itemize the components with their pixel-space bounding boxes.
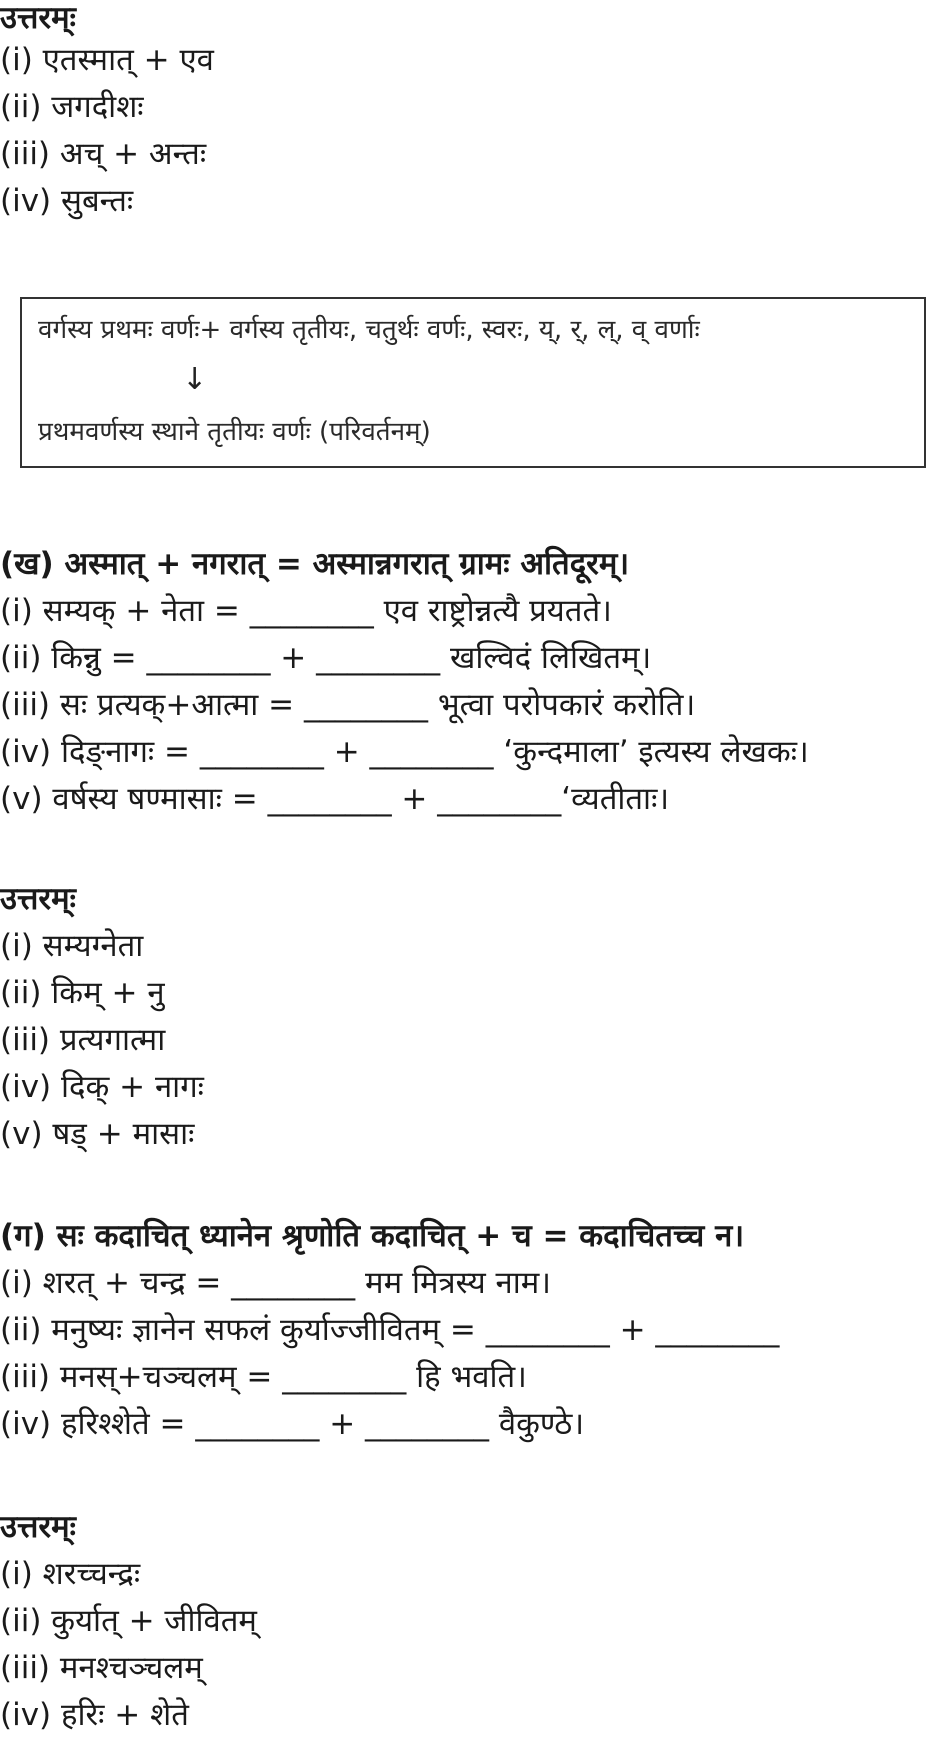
answer-line: (ii) कुर्यात् + जीवितम् <box>0 1603 257 1639</box>
question-line: (iv) हरिश्शेते = ________ + ________ वैकुण्ठे। <box>0 1406 585 1442</box>
question-line: (ii) किन्नु = ________ + ________ खल्विदं लिखितम्। <box>0 640 652 676</box>
answer-line: (iv) दिक् + नागः <box>0 1069 204 1105</box>
answer-heading-1: उत्तरम्ः <box>0 0 76 36</box>
question-line: (iii) मनस्+चञ्चलम् = ________ हि भवति। <box>0 1359 527 1395</box>
sandhi-rule-box <box>20 297 926 468</box>
question-line: (i) शरत् + चन्द्र = ________ मम मित्रस्य नाम। <box>0 1265 552 1301</box>
answer-line: (i) शरच्चन्द्रः <box>0 1556 141 1592</box>
answer-heading-3: उत्तरम्ः <box>0 1509 76 1545</box>
section-kha-heading: (ख) अस्मात् + नगरात् = अस्मान्नगरात् ग्रामः अतिदूरम्। <box>0 546 630 582</box>
answer-line: (ii) किम् + नु <box>0 975 165 1011</box>
answer-line: (ii) जगदीशः <box>0 89 144 125</box>
question-line: (ii) मनुष्यः ज्ञानेन सफलं कुर्याज्जीवितम् = ________ + ________ <box>0 1312 780 1348</box>
answer-line: (i) सम्यग्नेता <box>0 928 144 964</box>
question-line: (iv) दिङ्नागः = ________ + ________ ‘कुन्दमाला’ इत्यस्य लेखकः। <box>0 734 809 770</box>
answer-line: (iv) सुबन्तः <box>0 183 134 219</box>
answer-line: (iii) अच् + अन्तः <box>0 136 207 172</box>
section-ga-heading: (ग) सः कदाचित् ध्यानेन श्रृणोति कदाचित् + च = कदाचितच्च न। <box>0 1218 745 1254</box>
answer-line: (iii) प्रत्यगात्मा <box>0 1022 166 1058</box>
rule-line-1: वर्गस्य प्रथमः वर्णः+ वर्गस्य तृतीयः, चतुर्थः वर्णः, स्वरः, य्, र्, ल्, व् वर्णाः <box>38 315 700 345</box>
answer-line: (i) एतस्मात् + एव <box>0 42 214 78</box>
answer-line: (iii) मनश्चञ्चलम् <box>0 1650 203 1686</box>
question-line: (iii) सः प्रत्यक्+आत्मा = ________ भूत्वा परोपकारं करोति। <box>0 687 696 723</box>
down-arrow-icon: ↓ <box>182 362 208 397</box>
answer-line: (iv) हरिः + शेते <box>0 1697 189 1733</box>
question-line: (v) वर्षस्य षण्मासाः = ________ + ________‘व्यतीताः। <box>0 781 670 817</box>
answer-line: (v) षड् + मासाः <box>0 1116 195 1152</box>
rule-line-2: प्रथमवर्णस्य स्थाने तृतीयः वर्णः (परिवर्तनम्) <box>38 417 431 447</box>
question-line: (i) सम्यक् + नेता = ________ एव राष्ट्रोन्नत्यै प्रयतते। <box>0 593 612 629</box>
answer-heading-2: उत्तरम्ः <box>0 881 76 917</box>
